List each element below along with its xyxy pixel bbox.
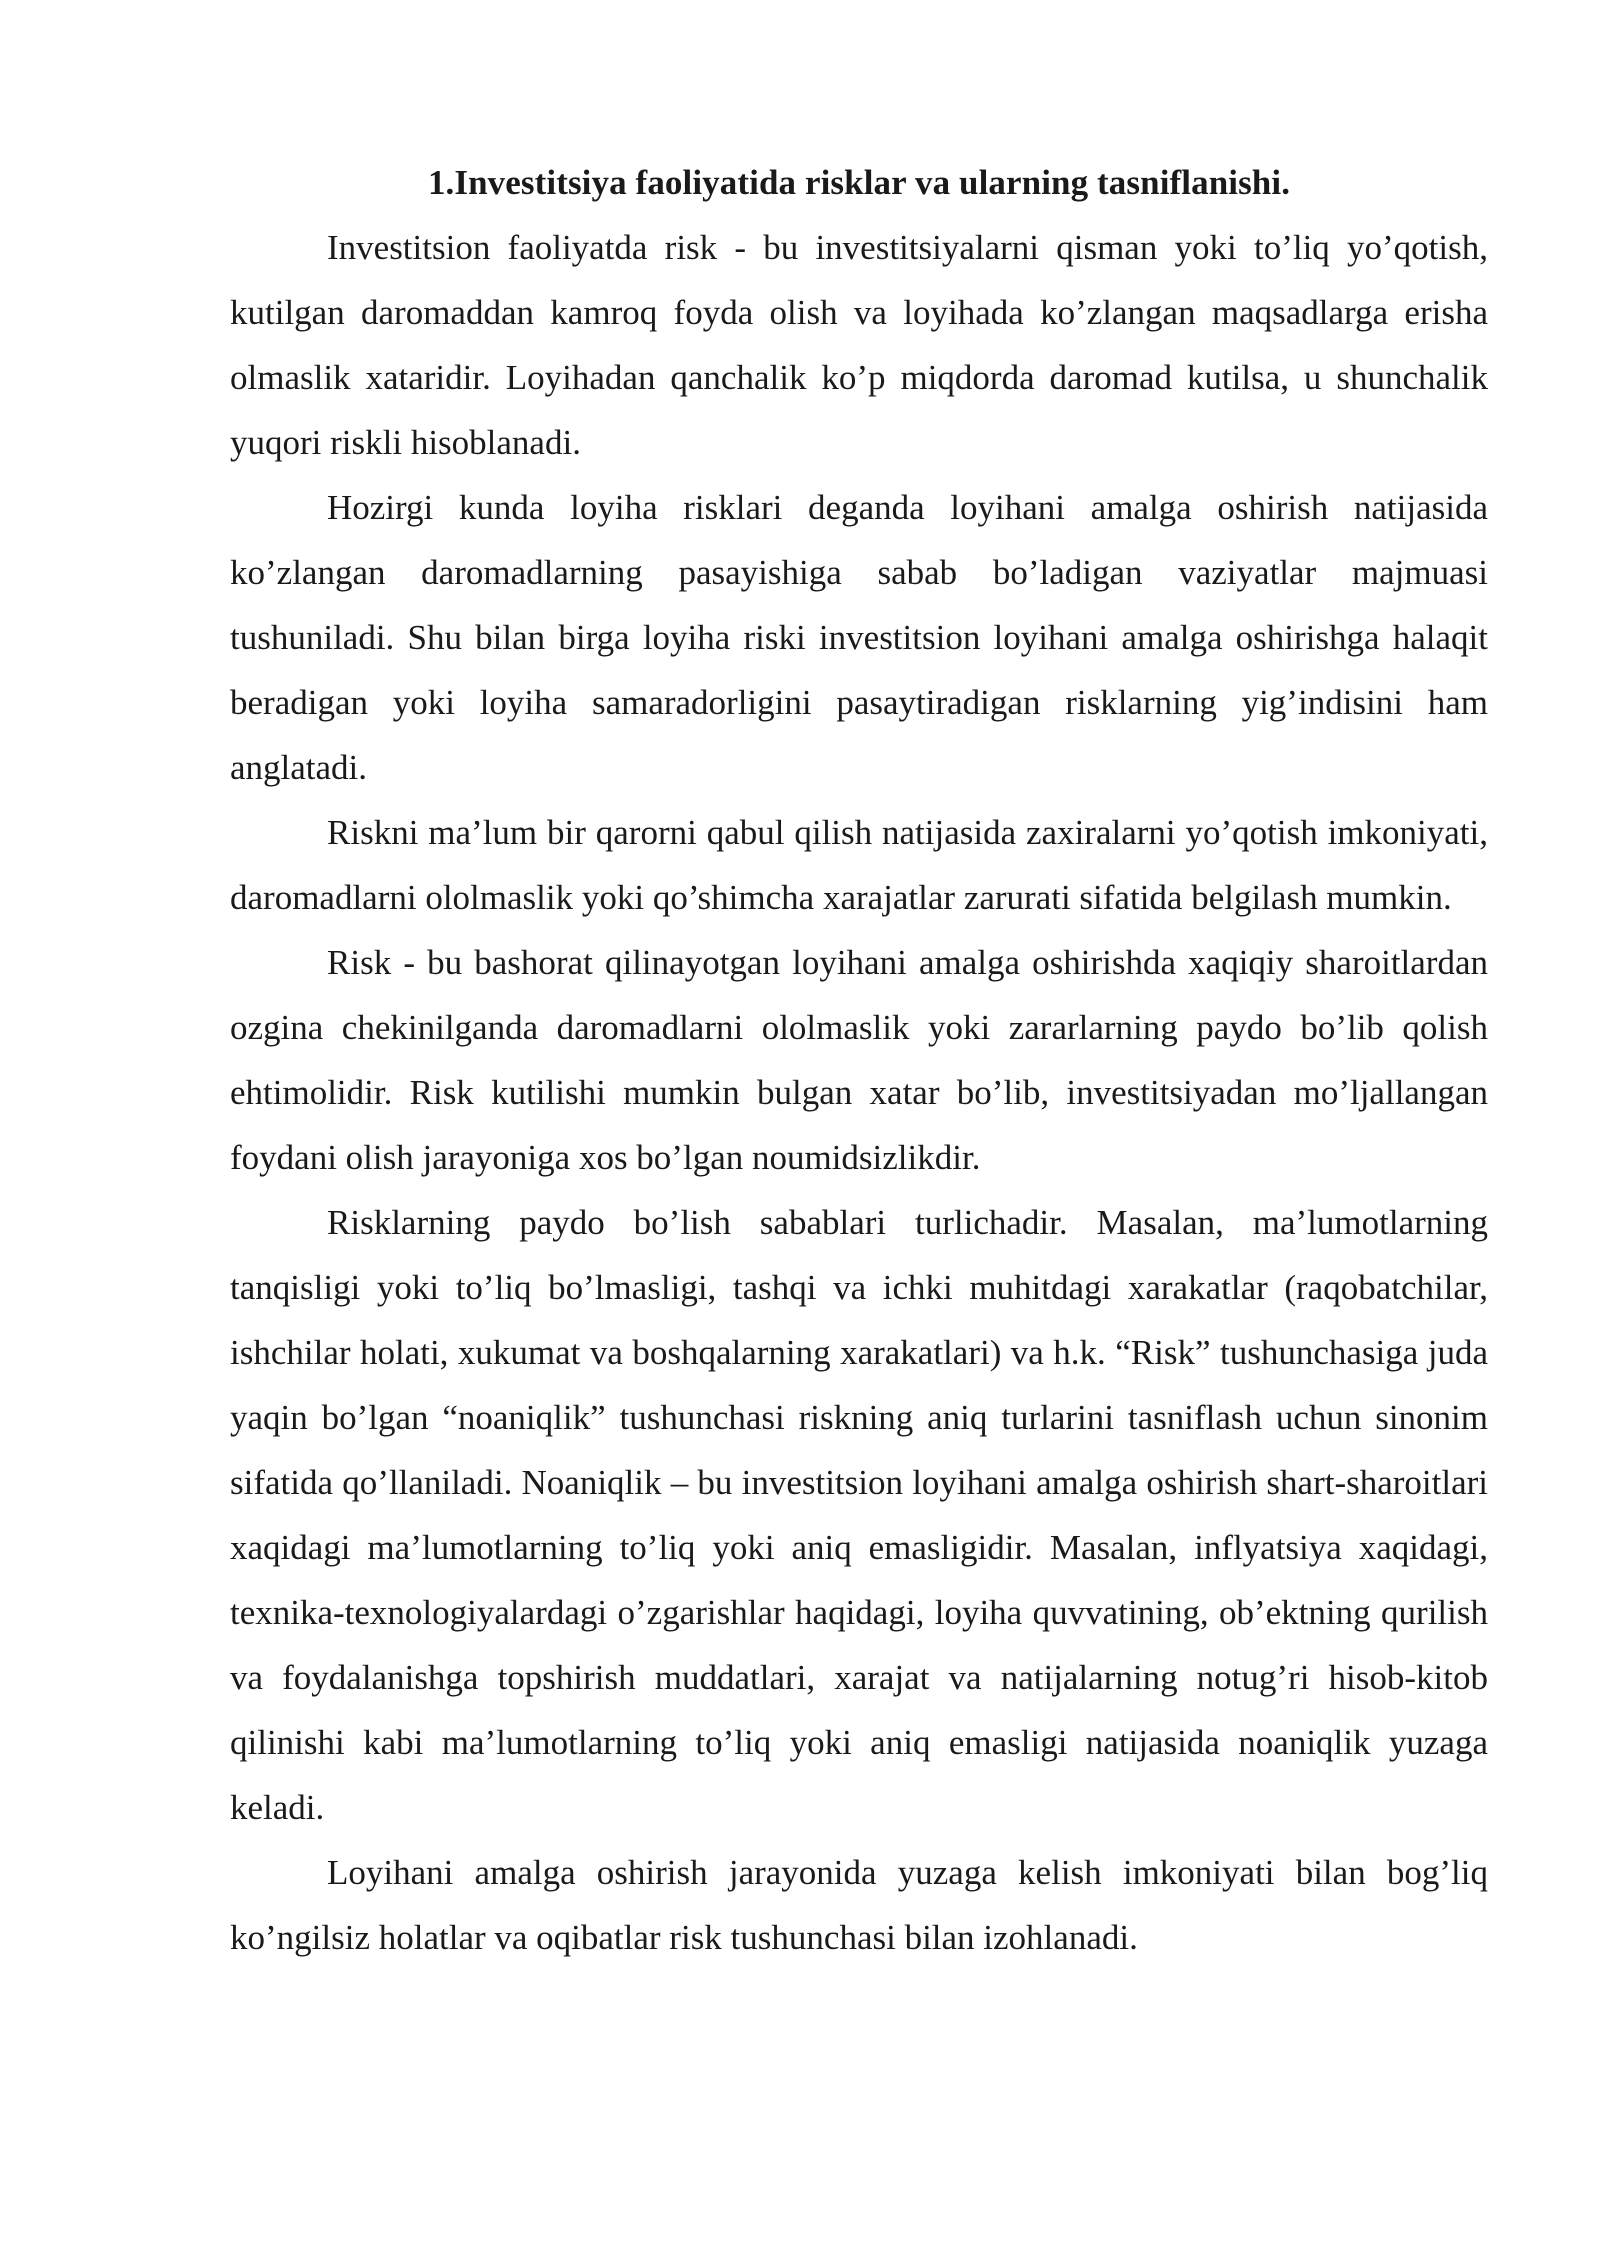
document-title: 1.Investitsiya faoliyatida risklar va ularning tasniflanishi. (427, 163, 1291, 202)
paragraph-risk-causes: Risklarning paydo bo’lish sabablari turlichadir. Masalan, ma’lumotlarning tanqisligi yoki to’liq bo’lmasligi, tashqi va ichki muhitdagi xarakatlar (raqobatchilar, ishchilar holati, xukumat va boshqalarning xarakatlari) va h.k. “Risk” tushunchasiga juda yaqin bo’lgan “noaniqlik” tushunchasi riskning aniq turlarini tasniflash uchun sinonim sifatida qo’llaniladi. Noaniqlik – bu investitsion loyihani amalga oshirish shart-sharoitlari xaqidagi ma’lumotlarning to’liq yoki aniq emasligidir. Masalan, inflyatsiya xaqidagi, texnika-texnologiyalardagi o’zgarishlar haqidagi, loyiha quvvatining, ob’ektning qurilish va foydalanishga topshirish muddatlari, xarajat va natijalarning notug’ri hisob-kitob qilinishi kabi ma’lumotlarning to’liq yoki aniq emasligi natijasida noaniqlik yuzaga keladi. (230, 1203, 1488, 1827)
document-page (230, 150, 1488, 1970)
paragraph-risk-definition: Investitsion faoliyatda risk - bu investitsiyalarni qisman yoki to’liq yo’qotish, kutilgan daromaddan kamroq foyda olish va loyihada ko’zlangan maqsadlarga erisha olmaslik xataridir. Loyihadan qanchalik ko’p miqdorda daromad kutilsa, u shunchalik yuqori riskli hisoblanadi. (230, 228, 1488, 462)
paragraph-risk-probability: Risk - bu bashorat qilinayotgan loyihani amalga oshirishda xaqiqiy sharoitlardan ozgina chekinilganda daromadlarni ololmaslik yoki zararlarning paydo bo’lib qolish ehtimolidir. Risk kutilishi mumkin bulgan xatar bo’lib, investitsiyadan mo’ljallangan foydani olish jarayoniga xos bo’lgan noumidsizlikdir. (230, 943, 1488, 1177)
paragraph-risk-concept: Loyihani amalga oshirish jarayonida yuzaga kelish imkoniyati bilan bog’liq ko’ngilsiz holatlar va oqibatlar risk tushunchasi bilan izohlanadi. (230, 1853, 1488, 1957)
paragraph-project-risks: Hozirgi kunda loyiha risklari deganda loyihani amalga oshirish natijasida ko’zlangan daromadlarning pasayishiga sabab bo’ladigan vaziyatlar majmuasi tushuniladi. Shu bilan birga loyiha riski investitsion loyihani amalga oshirishga halaqit beradigan yoki loyiha samaradorligini pasaytiradigan risklarning yig’indisini ham anglatadi. (230, 488, 1488, 787)
paragraph-risk-as-loss: Riskni ma’lum bir qarorni qabul qilish natijasida zaxiralarni yo’qotish imkoniyati, daromadlarni ololmaslik yoki qo’shimcha xarajatlar zarurati sifatida belgilash mumkin. (230, 813, 1488, 917)
